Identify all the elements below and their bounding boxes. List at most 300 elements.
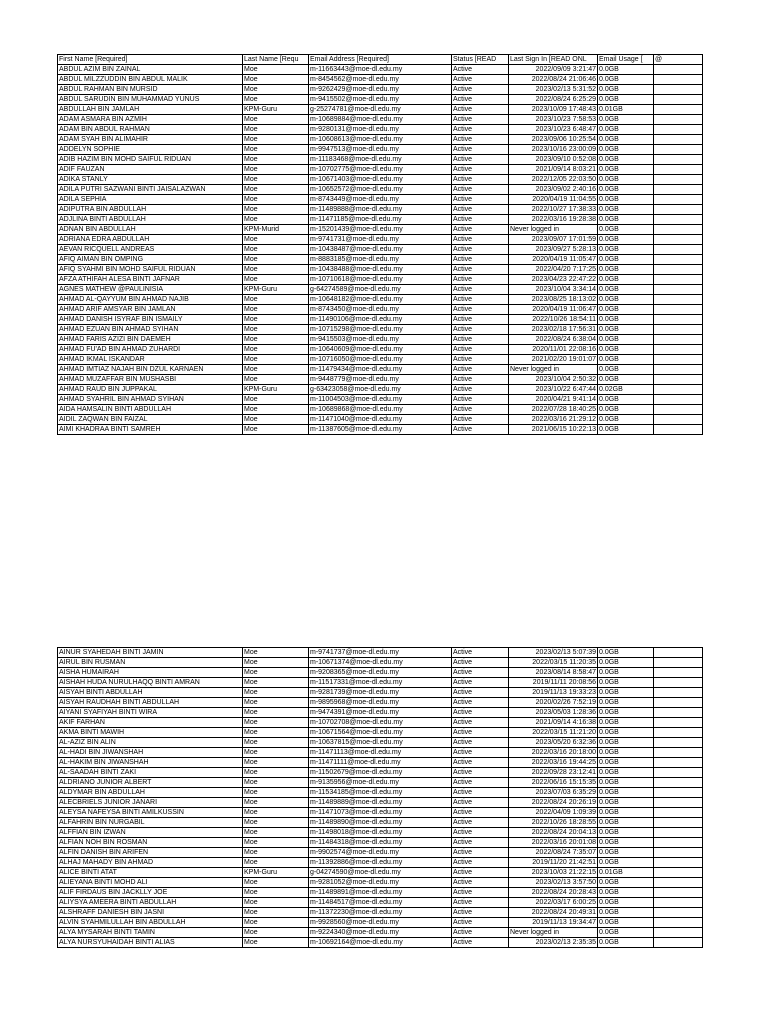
email-cell[interactable]: m-9928560@moe-dl.edu.my xyxy=(309,918,452,928)
empty-cell[interactable] xyxy=(654,908,703,918)
first-name-cell[interactable]: ALFIAN NOH BIN ROSMAN xyxy=(58,838,243,848)
email-cell[interactable]: m-11372230@moe-dl.edu.my xyxy=(309,908,452,918)
email-cell[interactable]: m-10702708@moe-dl.edu.my xyxy=(309,718,452,728)
email-cell[interactable]: m-10671564@moe-dl.edu.my xyxy=(309,728,452,738)
first-name-cell[interactable]: AIRUL BIN RUSMAN xyxy=(58,658,243,668)
last-name-cell[interactable]: Moe xyxy=(243,688,309,698)
first-name-cell[interactable]: ALFIN DANISH BIN ARIFEN xyxy=(58,848,243,858)
last-name-cell[interactable]: Moe xyxy=(243,748,309,758)
email-cell[interactable]: m-10640609@moe-dl.edu.my xyxy=(309,345,452,355)
first-name-cell[interactable]: AHMAD FU'AD BIN AHMAD ZUHARDI xyxy=(58,345,243,355)
email-usage-cell[interactable]: 0.0GB xyxy=(598,648,654,658)
status-cell[interactable]: Active xyxy=(452,848,509,858)
first-name-cell[interactable]: ALFFIAN BIN IZWAN xyxy=(58,828,243,838)
column-header[interactable]: Last Name [Requ xyxy=(243,55,309,65)
empty-cell[interactable] xyxy=(654,75,703,85)
last-sign-in-cell[interactable]: 2022/03/17 6:00:25 xyxy=(509,898,598,908)
email-cell[interactable]: m-8743449@moe-dl.edu.my xyxy=(309,195,452,205)
status-cell[interactable]: Active xyxy=(452,155,509,165)
status-cell[interactable]: Active xyxy=(452,255,509,265)
last-sign-in-cell[interactable]: 2019/11/13 19:33:23 xyxy=(509,688,598,698)
empty-cell[interactable] xyxy=(654,65,703,75)
email-usage-cell[interactable]: 0.0GB xyxy=(598,878,654,888)
status-cell[interactable]: Active xyxy=(452,65,509,75)
last-name-cell[interactable]: KPM-Guru xyxy=(243,285,309,295)
status-cell[interactable]: Active xyxy=(452,285,509,295)
email-usage-cell[interactable]: 0.0GB xyxy=(598,908,654,918)
empty-cell[interactable] xyxy=(654,395,703,405)
last-name-cell[interactable]: Moe xyxy=(243,405,309,415)
email-cell[interactable]: m-11490106@moe-dl.edu.my xyxy=(309,315,452,325)
empty-cell[interactable] xyxy=(654,425,703,435)
last-sign-in-cell[interactable]: 2023/10/22 6:47:44 xyxy=(509,385,598,395)
last-sign-in-cell[interactable]: 2023/10/09 17:48:43 xyxy=(509,105,598,115)
last-name-cell[interactable]: KPM-Guru xyxy=(243,868,309,878)
last-name-cell[interactable]: Moe xyxy=(243,265,309,275)
email-cell[interactable]: m-11489890@moe-dl.edu.my xyxy=(309,818,452,828)
email-usage-cell[interactable]: 0.0GB xyxy=(598,818,654,828)
email-cell[interactable]: m-11387605@moe-dl.edu.my xyxy=(309,425,452,435)
email-usage-cell[interactable]: 0.0GB xyxy=(598,658,654,668)
last-name-cell[interactable]: Moe xyxy=(243,648,309,658)
first-name-cell[interactable]: ALHAJ MAHADY BIN AHMAD xyxy=(58,858,243,868)
first-name-cell[interactable]: AHMAD IMTIAZ NAJAH BIN DZUL KARNAEN xyxy=(58,365,243,375)
first-name-cell[interactable]: ABDUL MILZZUDDIN BIN ABDUL MALIK xyxy=(58,75,243,85)
empty-cell[interactable] xyxy=(654,668,703,678)
email-cell[interactable]: m-10689868@moe-dl.edu.my xyxy=(309,405,452,415)
last-sign-in-cell[interactable]: 2023/10/04 2:50:32 xyxy=(509,375,598,385)
last-name-cell[interactable]: Moe xyxy=(243,808,309,818)
status-cell[interactable]: Active xyxy=(452,928,509,938)
email-usage-cell[interactable]: 0.0GB xyxy=(598,305,654,315)
email-usage-cell[interactable]: 0.0GB xyxy=(598,718,654,728)
status-cell[interactable]: Active xyxy=(452,245,509,255)
empty-cell[interactable] xyxy=(654,758,703,768)
last-name-cell[interactable]: Moe xyxy=(243,165,309,175)
status-cell[interactable]: Active xyxy=(452,395,509,405)
status-cell[interactable]: Active xyxy=(452,918,509,928)
email-usage-cell[interactable]: 0.0GB xyxy=(598,185,654,195)
email-cell[interactable]: m-10648182@moe-dl.edu.my xyxy=(309,295,452,305)
email-usage-cell[interactable]: 0.0GB xyxy=(598,335,654,345)
last-name-cell[interactable]: Moe xyxy=(243,325,309,335)
status-cell[interactable]: Active xyxy=(452,225,509,235)
email-usage-cell[interactable]: 0.0GB xyxy=(598,125,654,135)
email-cell[interactable]: m-9448779@moe-dl.edu.my xyxy=(309,375,452,385)
last-sign-in-cell[interactable]: 2021/02/20 19:01:07 xyxy=(509,355,598,365)
empty-cell[interactable] xyxy=(654,708,703,718)
empty-cell[interactable] xyxy=(654,305,703,315)
first-name-cell[interactable]: ADIKA STANLY xyxy=(58,175,243,185)
email-cell[interactable]: m-9224340@moe-dl.edu.my xyxy=(309,928,452,938)
status-cell[interactable]: Active xyxy=(452,788,509,798)
last-sign-in-cell[interactable]: 2022/03/15 11:20:35 xyxy=(509,658,598,668)
empty-cell[interactable] xyxy=(654,275,703,285)
email-cell[interactable]: m-9474391@moe-dl.edu.my xyxy=(309,708,452,718)
first-name-cell[interactable]: ADAM SYAH BIN ALIMAHIR xyxy=(58,135,243,145)
email-cell[interactable]: m-8454562@moe-dl.edu.my xyxy=(309,75,452,85)
first-name-cell[interactable]: AISHA HUMAIRAH xyxy=(58,668,243,678)
column-header[interactable]: Email Usage [ xyxy=(598,55,654,65)
email-usage-cell[interactable]: 0.0GB xyxy=(598,275,654,285)
last-name-cell[interactable]: Moe xyxy=(243,315,309,325)
status-cell[interactable]: Active xyxy=(452,265,509,275)
first-name-cell[interactable]: ALECBRIELS JUNIOR JANARI xyxy=(58,798,243,808)
email-cell[interactable]: m-9135956@moe-dl.edu.my xyxy=(309,778,452,788)
first-name-cell[interactable]: AL-AZIZ BIN ALIN xyxy=(58,738,243,748)
first-name-cell[interactable]: AL-SAADAH BINTI ZAKI xyxy=(58,768,243,778)
status-cell[interactable]: Active xyxy=(452,425,509,435)
empty-cell[interactable] xyxy=(654,868,703,878)
last-name-cell[interactable]: Moe xyxy=(243,778,309,788)
empty-cell[interactable] xyxy=(654,145,703,155)
email-cell[interactable]: m-10716050@moe-dl.edu.my xyxy=(309,355,452,365)
status-cell[interactable]: Active xyxy=(452,75,509,85)
email-cell[interactable]: m-11392886@moe-dl.edu.my xyxy=(309,858,452,868)
email-usage-cell[interactable]: 0.0GB xyxy=(598,295,654,305)
last-sign-in-cell[interactable]: 2022/08/24 7:35:07 xyxy=(509,848,598,858)
email-cell[interactable]: m-11484318@moe-dl.edu.my xyxy=(309,838,452,848)
empty-cell[interactable] xyxy=(654,728,703,738)
last-sign-in-cell[interactable]: 2023/09/02 2:40:16 xyxy=(509,185,598,195)
last-name-cell[interactable]: Moe xyxy=(243,718,309,728)
email-cell[interactable]: m-11471185@moe-dl.edu.my xyxy=(309,215,452,225)
status-cell[interactable]: Active xyxy=(452,798,509,808)
last-name-cell[interactable]: Moe xyxy=(243,175,309,185)
email-usage-cell[interactable]: 0.0GB xyxy=(598,145,654,155)
last-name-cell[interactable]: Moe xyxy=(243,295,309,305)
last-sign-in-cell[interactable]: 2023/10/03 21:22:15 xyxy=(509,868,598,878)
email-cell[interactable]: m-9902574@moe-dl.edu.my xyxy=(309,848,452,858)
email-usage-cell[interactable]: 0.0GB xyxy=(598,808,654,818)
empty-cell[interactable] xyxy=(654,878,703,888)
empty-cell[interactable] xyxy=(654,658,703,668)
last-sign-in-cell[interactable]: 2022/09/09 3:21:47 xyxy=(509,65,598,75)
email-usage-cell[interactable]: 0.0GB xyxy=(598,375,654,385)
empty-cell[interactable] xyxy=(654,205,703,215)
first-name-cell[interactable]: AL-HAKIM BIN JIWANSHAH xyxy=(58,758,243,768)
last-name-cell[interactable]: Moe xyxy=(243,425,309,435)
empty-cell[interactable] xyxy=(654,265,703,275)
last-name-cell[interactable]: Moe xyxy=(243,145,309,155)
first-name-cell[interactable]: AHMAD EZUAN BIN AHMAD SYIHAN xyxy=(58,325,243,335)
status-cell[interactable]: Active xyxy=(452,748,509,758)
last-name-cell[interactable]: Moe xyxy=(243,938,309,948)
last-name-cell[interactable]: Moe xyxy=(243,195,309,205)
first-name-cell[interactable]: ADAM ASMARA BIN AZMIH xyxy=(58,115,243,125)
last-sign-in-cell[interactable]: 2022/08/24 20:04:13 xyxy=(509,828,598,838)
email-cell[interactable]: m-9895968@moe-dl.edu.my xyxy=(309,698,452,708)
email-usage-cell[interactable]: 0.0GB xyxy=(598,778,654,788)
status-cell[interactable]: Active xyxy=(452,315,509,325)
empty-cell[interactable] xyxy=(654,95,703,105)
email-usage-cell[interactable]: 0.0GB xyxy=(598,748,654,758)
email-cell[interactable]: m-9947513@moe-dl.edu.my xyxy=(309,145,452,155)
email-cell[interactable]: m-15201439@moe-dl.edu.my xyxy=(309,225,452,235)
empty-cell[interactable] xyxy=(654,325,703,335)
last-sign-in-cell[interactable]: 2022/08/24 21:06:46 xyxy=(509,75,598,85)
email-cell[interactable]: m-11479434@moe-dl.edu.my xyxy=(309,365,452,375)
first-name-cell[interactable]: ABDUL RAHMAN BIN MURSID xyxy=(58,85,243,95)
first-name-cell[interactable]: AHMAD SYAHRIL BIN AHMAD SYIHAN xyxy=(58,395,243,405)
email-usage-cell[interactable]: 0.0GB xyxy=(598,848,654,858)
empty-cell[interactable] xyxy=(654,808,703,818)
last-sign-in-cell[interactable]: 2021/09/14 4:16:38 xyxy=(509,718,598,728)
email-cell[interactable]: m-8743450@moe-dl.edu.my xyxy=(309,305,452,315)
last-sign-in-cell[interactable]: 2022/03/16 20:01:08 xyxy=(509,838,598,848)
last-name-cell[interactable]: Moe xyxy=(243,245,309,255)
last-name-cell[interactable]: KPM-Murid xyxy=(243,225,309,235)
empty-cell[interactable] xyxy=(654,115,703,125)
first-name-cell[interactable]: ALFAHRIN BIN NURGABIL xyxy=(58,818,243,828)
last-name-cell[interactable]: Moe xyxy=(243,728,309,738)
email-usage-cell[interactable]: 0.0GB xyxy=(598,355,654,365)
last-name-cell[interactable]: Moe xyxy=(243,848,309,858)
last-name-cell[interactable]: Moe xyxy=(243,85,309,95)
empty-cell[interactable] xyxy=(654,235,703,245)
last-sign-in-cell[interactable]: 2023/05/20 6:32:36 xyxy=(509,738,598,748)
last-name-cell[interactable]: Moe xyxy=(243,95,309,105)
status-cell[interactable]: Active xyxy=(452,738,509,748)
first-name-cell[interactable]: ADJLINA BINTI ABDULLAH xyxy=(58,215,243,225)
status-cell[interactable]: Active xyxy=(452,838,509,848)
email-usage-cell[interactable]: 0.0GB xyxy=(598,698,654,708)
status-cell[interactable]: Active xyxy=(452,678,509,688)
last-name-cell[interactable]: Moe xyxy=(243,768,309,778)
empty-cell[interactable] xyxy=(654,918,703,928)
email-usage-cell[interactable]: 0.0GB xyxy=(598,898,654,908)
empty-cell[interactable] xyxy=(654,888,703,898)
email-usage-cell[interactable]: 0.02GB xyxy=(598,385,654,395)
empty-cell[interactable] xyxy=(654,285,703,295)
email-usage-cell[interactable]: 0.0GB xyxy=(598,265,654,275)
status-cell[interactable]: Active xyxy=(452,718,509,728)
email-usage-cell[interactable]: 0.0GB xyxy=(598,115,654,125)
last-name-cell[interactable]: Moe xyxy=(243,415,309,425)
empty-cell[interactable] xyxy=(654,688,703,698)
last-name-cell[interactable]: Moe xyxy=(243,155,309,165)
email-cell[interactable]: m-11489891@moe-dl.edu.my xyxy=(309,888,452,898)
last-sign-in-cell[interactable]: 2022/03/16 21:29:12 xyxy=(509,415,598,425)
first-name-cell[interactable]: AHMAD ARIF AMSYAR BIN JAMLAN xyxy=(58,305,243,315)
email-usage-cell[interactable]: 0.01GB xyxy=(598,105,654,115)
status-cell[interactable]: Active xyxy=(452,858,509,868)
email-cell[interactable]: m-11502679@moe-dl.edu.my xyxy=(309,768,452,778)
last-sign-in-cell[interactable]: 2023/08/25 18:13:02 xyxy=(509,295,598,305)
column-header[interactable]: Last Sign In [READ ONL xyxy=(509,55,598,65)
last-name-cell[interactable]: Moe xyxy=(243,305,309,315)
email-cell[interactable]: m-10671403@moe-dl.edu.my xyxy=(309,175,452,185)
email-usage-cell[interactable]: 0.0GB xyxy=(598,285,654,295)
first-name-cell[interactable]: AEVAN RICQUELL ANDREAS xyxy=(58,245,243,255)
empty-cell[interactable] xyxy=(654,748,703,758)
last-sign-in-cell[interactable]: 2023/10/04 3:34:14 xyxy=(509,285,598,295)
empty-cell[interactable] xyxy=(654,848,703,858)
status-cell[interactable]: Active xyxy=(452,275,509,285)
last-name-cell[interactable]: Moe xyxy=(243,898,309,908)
last-sign-in-cell[interactable]: 2022/08/24 20:49:31 xyxy=(509,908,598,918)
email-usage-cell[interactable]: 0.0GB xyxy=(598,888,654,898)
email-cell[interactable]: m-11471113@moe-dl.edu.my xyxy=(309,748,452,758)
empty-cell[interactable] xyxy=(654,828,703,838)
status-cell[interactable]: Active xyxy=(452,325,509,335)
empty-cell[interactable] xyxy=(654,648,703,658)
last-name-cell[interactable]: Moe xyxy=(243,345,309,355)
email-cell[interactable]: m-11534185@moe-dl.edu.my xyxy=(309,788,452,798)
first-name-cell[interactable]: AISYAH RAUDHAH BINTI ABDULLAH xyxy=(58,698,243,708)
email-usage-cell[interactable]: 0.0GB xyxy=(598,738,654,748)
email-usage-cell[interactable]: 0.0GB xyxy=(598,798,654,808)
first-name-cell[interactable]: AGNES MATHEW @PAULINISIA xyxy=(58,285,243,295)
last-sign-in-cell[interactable]: 2022/06/16 15:15:35 xyxy=(509,778,598,788)
empty-cell[interactable] xyxy=(654,255,703,265)
status-cell[interactable]: Active xyxy=(452,415,509,425)
email-cell[interactable]: m-11471111@moe-dl.edu.my xyxy=(309,758,452,768)
first-name-cell[interactable]: ADRIANA EDRA ABDULLAH xyxy=(58,235,243,245)
last-sign-in-cell[interactable]: 2022/03/15 11:21:20 xyxy=(509,728,598,738)
empty-cell[interactable] xyxy=(654,85,703,95)
email-cell[interactable]: m-9281739@moe-dl.edu.my xyxy=(309,688,452,698)
last-name-cell[interactable]: Moe xyxy=(243,365,309,375)
last-sign-in-cell[interactable]: 2020/04/19 11:04:55 xyxy=(509,195,598,205)
status-cell[interactable]: Active xyxy=(452,195,509,205)
first-name-cell[interactable]: AHMAD DANISH ISYRAF BIN ISMAILY xyxy=(58,315,243,325)
empty-cell[interactable] xyxy=(654,215,703,225)
last-sign-in-cell[interactable]: 2020/02/26 7:52:19 xyxy=(509,698,598,708)
email-usage-cell[interactable]: 0.0GB xyxy=(598,415,654,425)
last-sign-in-cell[interactable]: 2022/09/28 23:12:41 xyxy=(509,768,598,778)
status-cell[interactable]: Active xyxy=(452,135,509,145)
first-name-cell[interactable]: ALVIN SYAHMILULLAH BIN ABDULLAH xyxy=(58,918,243,928)
empty-cell[interactable] xyxy=(654,928,703,938)
status-cell[interactable]: Active xyxy=(452,758,509,768)
email-usage-cell[interactable]: 0.0GB xyxy=(598,235,654,245)
status-cell[interactable]: Active xyxy=(452,385,509,395)
last-name-cell[interactable]: Moe xyxy=(243,185,309,195)
status-cell[interactable]: Active xyxy=(452,115,509,125)
last-sign-in-cell[interactable]: 2023/10/23 6:48:47 xyxy=(509,125,598,135)
status-cell[interactable]: Active xyxy=(452,175,509,185)
email-usage-cell[interactable]: 0.0GB xyxy=(598,165,654,175)
empty-cell[interactable] xyxy=(654,225,703,235)
status-cell[interactable]: Active xyxy=(452,698,509,708)
first-name-cell[interactable]: AKMA BINTI MAWIH xyxy=(58,728,243,738)
empty-cell[interactable] xyxy=(654,385,703,395)
email-usage-cell[interactable]: 0.0GB xyxy=(598,135,654,145)
empty-cell[interactable] xyxy=(654,185,703,195)
email-usage-cell[interactable]: 0.0GB xyxy=(598,155,654,165)
first-name-cell[interactable]: ALIEYANA BINTI MOHD ALI xyxy=(58,878,243,888)
empty-cell[interactable] xyxy=(654,295,703,305)
empty-cell[interactable] xyxy=(654,938,703,948)
first-name-cell[interactable]: AKIF FARHAN xyxy=(58,718,243,728)
first-name-cell[interactable]: AISYAH BINTI ABDULLAH xyxy=(58,688,243,698)
last-sign-in-cell[interactable]: 2023/10/23 7:58:53 xyxy=(509,115,598,125)
last-name-cell[interactable]: Moe xyxy=(243,818,309,828)
status-cell[interactable]: Active xyxy=(452,105,509,115)
empty-cell[interactable] xyxy=(654,155,703,165)
last-name-cell[interactable]: Moe xyxy=(243,235,309,245)
last-sign-in-cell[interactable]: 2022/08/24 20:26:19 xyxy=(509,798,598,808)
last-name-cell[interactable]: Moe xyxy=(243,75,309,85)
last-sign-in-cell[interactable]: Never logged in xyxy=(509,225,598,235)
status-cell[interactable]: Active xyxy=(452,215,509,225)
email-usage-cell[interactable]: 0.0GB xyxy=(598,175,654,185)
last-sign-in-cell[interactable]: 2019/11/11 20:08:56 xyxy=(509,678,598,688)
empty-cell[interactable] xyxy=(654,175,703,185)
first-name-cell[interactable]: ADDELYN SOPHIE xyxy=(58,145,243,155)
last-name-cell[interactable]: Moe xyxy=(243,135,309,145)
status-cell[interactable]: Active xyxy=(452,355,509,365)
first-name-cell[interactable]: ADNAN BIN ABDULLAH xyxy=(58,225,243,235)
email-cell[interactable]: m-10715298@moe-dl.edu.my xyxy=(309,325,452,335)
email-cell[interactable]: g-25274781@moe-dl.edu.my xyxy=(309,105,452,115)
last-name-cell[interactable]: Moe xyxy=(243,658,309,668)
first-name-cell[interactable]: ADILA PUTRI SAZWANI BINTI JAISALAZWAN xyxy=(58,185,243,195)
first-name-cell[interactable]: AINUR SYAHEDAH BINTI JAMIN xyxy=(58,648,243,658)
last-name-cell[interactable]: Moe xyxy=(243,698,309,708)
status-cell[interactable]: Active xyxy=(452,708,509,718)
last-sign-in-cell[interactable]: 2023/02/13 2:35:35 xyxy=(509,938,598,948)
email-cell[interactable]: m-10652572@moe-dl.edu.my xyxy=(309,185,452,195)
email-usage-cell[interactable]: 0.0GB xyxy=(598,668,654,678)
last-name-cell[interactable]: Moe xyxy=(243,838,309,848)
column-header[interactable]: Status [READ xyxy=(452,55,509,65)
empty-cell[interactable] xyxy=(654,898,703,908)
first-name-cell[interactable]: AHMAD FARIS AZIZI BIN DAEMEH xyxy=(58,335,243,345)
last-sign-in-cell[interactable]: 2022/10/26 18:54:11 xyxy=(509,315,598,325)
last-name-cell[interactable]: KPM-Guru xyxy=(243,105,309,115)
last-name-cell[interactable]: Moe xyxy=(243,678,309,688)
last-sign-in-cell[interactable]: 2020/04/19 11:06:47 xyxy=(509,305,598,315)
empty-cell[interactable] xyxy=(654,768,703,778)
last-sign-in-cell[interactable]: 2023/09/07 17:01:59 xyxy=(509,235,598,245)
first-name-cell[interactable]: AFIQ SYAHMI BIN MOHD SAIFUL RIDUAN xyxy=(58,265,243,275)
last-sign-in-cell[interactable]: 2022/04/20 7:17:25 xyxy=(509,265,598,275)
email-usage-cell[interactable]: 0.0GB xyxy=(598,918,654,928)
email-usage-cell[interactable]: 0.0GB xyxy=(598,325,654,335)
first-name-cell[interactable]: AHMAD AL-QAYYUM BIN AHMAD NAJIB xyxy=(58,295,243,305)
first-name-cell[interactable]: ADIF FAUZAN xyxy=(58,165,243,175)
email-cell[interactable]: m-10637815@moe-dl.edu.my xyxy=(309,738,452,748)
last-name-cell[interactable]: Moe xyxy=(243,335,309,345)
last-sign-in-cell[interactable]: 2019/11/20 21:42:51 xyxy=(509,858,598,868)
first-name-cell[interactable]: ALIYSYA AMEERA BINTI ABDULLAH xyxy=(58,898,243,908)
column-header[interactable]: First Name [Required] xyxy=(58,55,243,65)
empty-cell[interactable] xyxy=(654,858,703,868)
last-name-cell[interactable]: Moe xyxy=(243,215,309,225)
last-sign-in-cell[interactable]: 2022/10/27 17:38:33 xyxy=(509,205,598,215)
first-name-cell[interactable]: AIYANI SYAFIYAH BINTI WIRA xyxy=(58,708,243,718)
status-cell[interactable]: Active xyxy=(452,375,509,385)
last-name-cell[interactable]: Moe xyxy=(243,928,309,938)
first-name-cell[interactable]: ALIF FIRDAUS BIN JACKLLY JOE xyxy=(58,888,243,898)
email-cell[interactable]: m-11489888@moe-dl.edu.my xyxy=(309,205,452,215)
email-cell[interactable]: m-10608613@moe-dl.edu.my xyxy=(309,135,452,145)
last-sign-in-cell[interactable]: 2023/02/13 5:07:39 xyxy=(509,648,598,658)
status-cell[interactable]: Active xyxy=(452,165,509,175)
first-name-cell[interactable]: AHMAD RAUD BIN JUPPAKAL xyxy=(58,385,243,395)
status-cell[interactable]: Active xyxy=(452,768,509,778)
first-name-cell[interactable]: AIDIL ZAQWAN BIN FAIZAL xyxy=(58,415,243,425)
email-cell[interactable]: m-9281052@moe-dl.edu.my xyxy=(309,878,452,888)
last-sign-in-cell[interactable]: 2021/09/14 8:03:21 xyxy=(509,165,598,175)
email-usage-cell[interactable]: 0.0GB xyxy=(598,928,654,938)
status-cell[interactable]: Active xyxy=(452,938,509,948)
status-cell[interactable]: Active xyxy=(452,828,509,838)
last-sign-in-cell[interactable]: 2023/10/16 23:00:09 xyxy=(509,145,598,155)
first-name-cell[interactable]: ABDUL SARUDIN BIN MUHAMMAD YUNUS xyxy=(58,95,243,105)
